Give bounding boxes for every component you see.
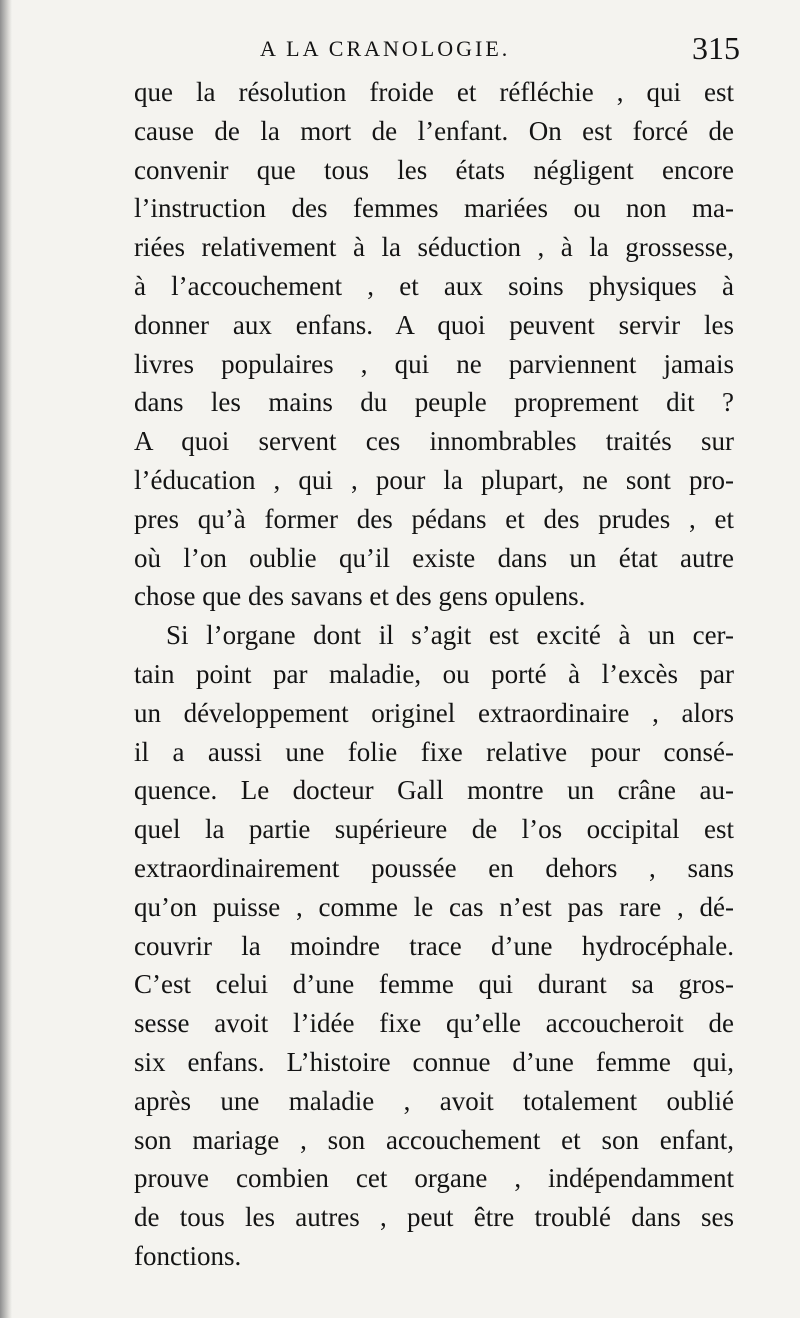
text-line: sesse avoit l’idée fixe qu’elle accoucheroit de (134, 1008, 734, 1039)
text-line: à l’accouchement , et aux soins physiques à (134, 270, 734, 301)
text-line: tain point par maladie, ou porté à l’excès par (134, 658, 734, 689)
text-line: il a aussi une folie fixe relative pour consé- (134, 736, 734, 767)
page-header (140, 30, 740, 74)
text-line: après une maladie , avoit totalement oublié (134, 1085, 734, 1116)
text-line: pres qu’à former des pédans et des prudes , et (134, 503, 734, 534)
text-line: A quoi servent ces innombrables traités sur (134, 426, 734, 457)
text-line: son mariage , son accouchement et son enfant, (134, 1124, 734, 1155)
text-line: quence. Le docteur Gall montre un crâne au- (134, 775, 734, 806)
text-line: que la résolution froide et réfléchie , qui est (134, 77, 734, 107)
text-line: donner aux enfans. A quoi peuvent servir les (134, 309, 734, 340)
body-text (134, 73, 734, 1276)
text-line: cause de la mort de l’enfant. On est forcé de (134, 115, 734, 146)
text-line: l’éducation , qui , pour la plupart, ne sont pro- (134, 464, 734, 495)
text-line: fonctions. (134, 1240, 242, 1271)
running-title: A LA CRANOLOGIE. (260, 36, 511, 61)
text-line: un développement originel extraordinaire , alors (134, 697, 734, 728)
text-line: convenir que tous les états négligent encore (134, 154, 734, 185)
text-line: Si l’organe dont il s’agit est excité à un cer- (166, 620, 734, 651)
text-line: riées relativement à la séduction , à la grossesse, (134, 232, 734, 263)
text-line: livres populaires , qui ne parviennent jamais (134, 348, 734, 379)
text-line: où l’on oublie qu’il existe dans un état autre (134, 542, 734, 573)
text-line: six enfans. L’histoire connue d’une femme qui, (134, 1046, 734, 1077)
text-line: qu’on puisse , comme le cas n’est pas rare , dé- (134, 891, 734, 922)
text-line: de tous les autres , peut être troublé dans ses (134, 1202, 734, 1233)
text-line: couvrir la moindre trace d’une hydrocéphale. (134, 930, 734, 961)
text-line: l’instruction des femmes mariées ou non ma- (134, 193, 734, 224)
text-line: extraordinairement poussée en dehors , sans (134, 852, 734, 883)
text-line: C’est celui d’une femme qui durant sa gros- (134, 969, 734, 1000)
text-line: prouve combien cet organe , indépendamment (134, 1163, 734, 1194)
text-line: dans les mains du peuple proprement dit ? (134, 387, 734, 418)
text-line: chose que des savans et des gens opulens. (134, 581, 586, 612)
page-number: 315 (692, 30, 740, 66)
text-line: quel la partie supérieure de l’os occipital est (134, 814, 734, 845)
page-edge-shadow (0, 0, 12, 1318)
